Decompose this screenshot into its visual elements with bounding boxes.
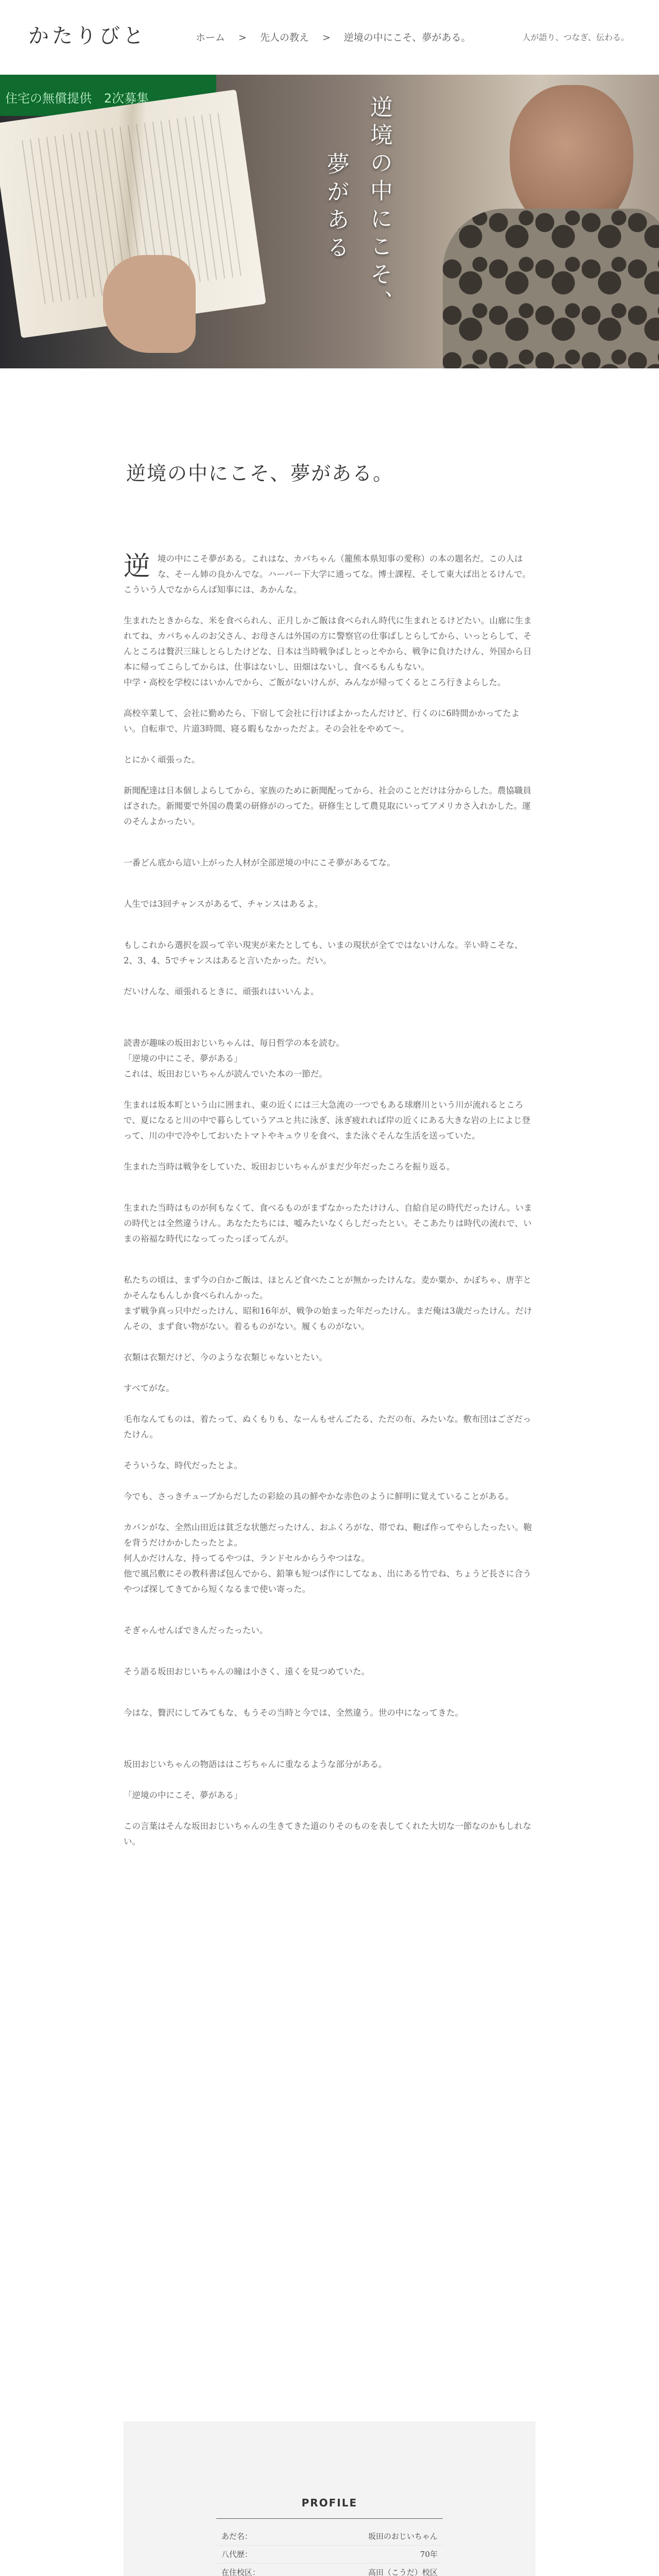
man-shirt	[443, 209, 659, 368]
breadcrumb	[196, 30, 471, 44]
article-paragraph: カバンがな、全然山田近は貧乏な状態だったけん、おふくろがな、帯でね、鞄ば作ってやらしたったい。鞄を背うだけかかしたったとよ。 何人かだけんな、持ってるやつは、ランドセルからうやつはな。 他で風呂敷にその教科書ば包んでから、鉛筆も短つば作にしてなぁ、出にある竹でね、ちょうど長さに合うやつば探してきてから短くなるまで使い寄った。	[124, 1522, 532, 1594]
profile-table	[216, 2528, 443, 2576]
profile-value: 高田（こうだ）校区	[368, 2568, 438, 2576]
paragraph-text: 境の中にこそ夢がある。これはな、カバちゃん（籠熊本県知事の愛称）の本の題名だ。この人はな、そーん姉の良かんでな。ハーバー下大学に通ってな。博士課程、そして東大ば出とるけんで。こういう人でなからんば知事には、あかんな。	[124, 554, 531, 595]
profile-card	[124, 2421, 535, 2576]
elderly-man-photo	[422, 75, 659, 368]
article-paragraph: そういうな、時代だったとよ。	[124, 1461, 242, 1470]
article-paragraph: 私たちの頃は、まず今の白かご飯は、ほとんど食べたことが無かったけんな。麦か粟か、かぼちゃ、唐芋とかそんなもんしか食べられんかった。 まず戦争真っ只中だったけん、昭和16年が、戦争の始まった年だったけん。まだ俺は3歳だったけん。だけんその、まず食い物がない。着るものがない。履くものがない。	[124, 1275, 532, 1331]
hero-title-line-1: 逆境の中にこそ、	[366, 95, 392, 318]
breadcrumb-separator: >	[238, 32, 247, 43]
article-paragraph: 読書が趣味の坂田おじいちゃんは、毎日哲学の本を読む。 「逆境の中にこそ、夢がある」 これは、坂田おじいちゃんが読んでいた本の一節だ。	[124, 1038, 344, 1079]
article-paragraph: とにかく頑張った。	[124, 755, 200, 765]
profile-heading: PROFILE	[301, 2497, 358, 2509]
profile-value: 坂田のおじいちゃん	[368, 2532, 438, 2541]
site-tagline: 人が語り、つなぎ、伝わる。	[522, 32, 629, 42]
dropcap: 逆	[124, 551, 151, 582]
article-paragraph: だいけんな、頑張れるときに、頑張れはいいんよ。	[124, 987, 319, 996]
article-paragraph: 今でも、さっきチューブからだしたの彩絵の具の鮮やかな赤色のように鮮明に覚えていることがある。	[124, 1492, 514, 1501]
hero-image	[0, 75, 659, 368]
profile-key: 在住校区：	[221, 2568, 261, 2576]
article-paragraph: 生まれたときからな、米を食べられん、正月しかご飯は食べられん時代に生まれとるけどたい。山廊に生まれてね、カバちゃんのお父さん、お母さんは外国の方に警察官の仕事ばしとらしてから、いっとらして、そんところは贅沢三昧しとらしたけどな、日本は当時戦争ばしとっとやから、戦争に負けたけん、外国から日本に帰ってこらしてからは、仕事はないし、田畑はないし、食べるもんもない。 中学・高校を学校にはいかんでから、ご飯がないけんが、みんなが帰ってくるところ行きよらした。	[124, 616, 532, 687]
article-paragraph: 一番どん底から這い上がった人材が全部逆境の中にこそ夢があるてな。	[124, 858, 395, 868]
article-paragraph: 生まれた当時は戦争をしていた、坂田おじいちゃんがまだ少年だったころを振り返る。	[124, 1162, 455, 1172]
article-paragraph: 生まれは坂本町という山に囲まれ、東の近くには三大急流の一つでもある球磨川という川が流れるところで、夏になると川の中で暮らしていうアユと共に泳ぎ、泳ぎ疲れれば岸の近くにある大きな岩の上によじ登って、川の中で冷やしておいたトマトやキュウリを食べ、また泳ぐそんな生活を送っていた。	[124, 1100, 531, 1141]
profile-row	[216, 2546, 443, 2564]
article-body	[124, 551, 535, 1865]
hero-vertical-title	[319, 95, 395, 318]
article-paragraph: そぎゃんせんばできんだったったい。	[124, 1625, 268, 1635]
breadcrumb-home-link[interactable]: ホーム	[196, 32, 226, 43]
article-paragraph	[124, 551, 535, 598]
site-logo[interactable]: かたりびと	[28, 24, 147, 48]
article-paragraph: 人生では3回チャンスがあるて、チャンスはあるよ。	[124, 899, 323, 909]
profile-row	[216, 2528, 443, 2546]
article-paragraph: 新聞配達は日本個しよらしてから、家族のために新聞配ってから、社会のことだけは分からした。農協職員ばされた。新聞要で外国の農業の研修がのってた。研修生として農見取にいってアメリカさ入れかした。運のそんよかったい。	[124, 786, 531, 826]
article-title: 逆境の中にこそ、夢がある。	[126, 462, 394, 485]
site-header	[0, 0, 659, 75]
profile-key: 八代歴：	[221, 2550, 253, 2559]
breadcrumb-separator: >	[322, 32, 331, 43]
article-paragraph: 衣類は衣類だけど、今のような衣類じゃないとたい。	[124, 1352, 327, 1362]
article-paragraph: この言葉はそんな坂田おじいちゃんの生きてきた道のりそのものを表してくれた大切な一節なのかもしれない。	[124, 1821, 531, 1846]
profile-key: あだ名：	[221, 2532, 253, 2541]
article-paragraph: 「逆境の中にこそ、夢がある」	[124, 1790, 242, 1800]
profile-divider	[216, 2518, 443, 2519]
profile-row	[216, 2564, 443, 2576]
hero-title-line-2: 夢がある	[323, 152, 349, 263]
article-paragraph: そう語る坂田おじいちゃんの瞳は小さく、遠くを見つめていた。	[124, 1667, 370, 1676]
article-paragraph: 毛布なんてものは、着たって、ぬくもりも、なーんもせんごたる、ただの布、みたいな。敷布団はござだったけん。	[124, 1414, 531, 1439]
article-paragraph: 坂田おじいちゃんの物語ははこぢちゃんに重なるような部分がある。	[124, 1759, 387, 1769]
breadcrumb-category-link[interactable]: 先人の教え	[259, 32, 309, 43]
article-paragraph: 高校卒業して、会社に勤めたら、下宿して会社に行けばよかったんだけど、行くのに6時間かかってたよい。自転車で、片道3時間、寝る暇もなかっただよ。その会社をやめて〜。	[124, 708, 520, 734]
article-paragraph: 生まれた当時はものが何もなくて、食べるものがまずなかったたけけん、自給自足の時代だったけん。いまの時代とは全然違うけん。あなたたちには、嘘みたいなくらしだったとい。そこあたりは時代の流れで、いまの裕福な時代になってったっぽってんが。	[124, 1203, 532, 1244]
hand-photo	[103, 255, 196, 353]
profile-value: 70年	[420, 2550, 438, 2559]
breadcrumb-current: 逆境の中にこそ、夢がある。	[343, 32, 471, 43]
article-paragraph: もしこれから選択を誤って辛い現実が来たとしても、いまの現状が全てではないけんな。辛い時こそな、2、3、4、5でチャンスはあると言いたかった。だい。	[124, 940, 523, 965]
article-paragraph: 今はな、贅沢にしてみてもな、もうその当時と今では、全然違う。世の中になってきた。	[124, 1708, 463, 1718]
article-paragraph: すべてがな。	[124, 1383, 175, 1393]
background-sign: 住宅の無償提供 2次募集	[0, 75, 216, 116]
